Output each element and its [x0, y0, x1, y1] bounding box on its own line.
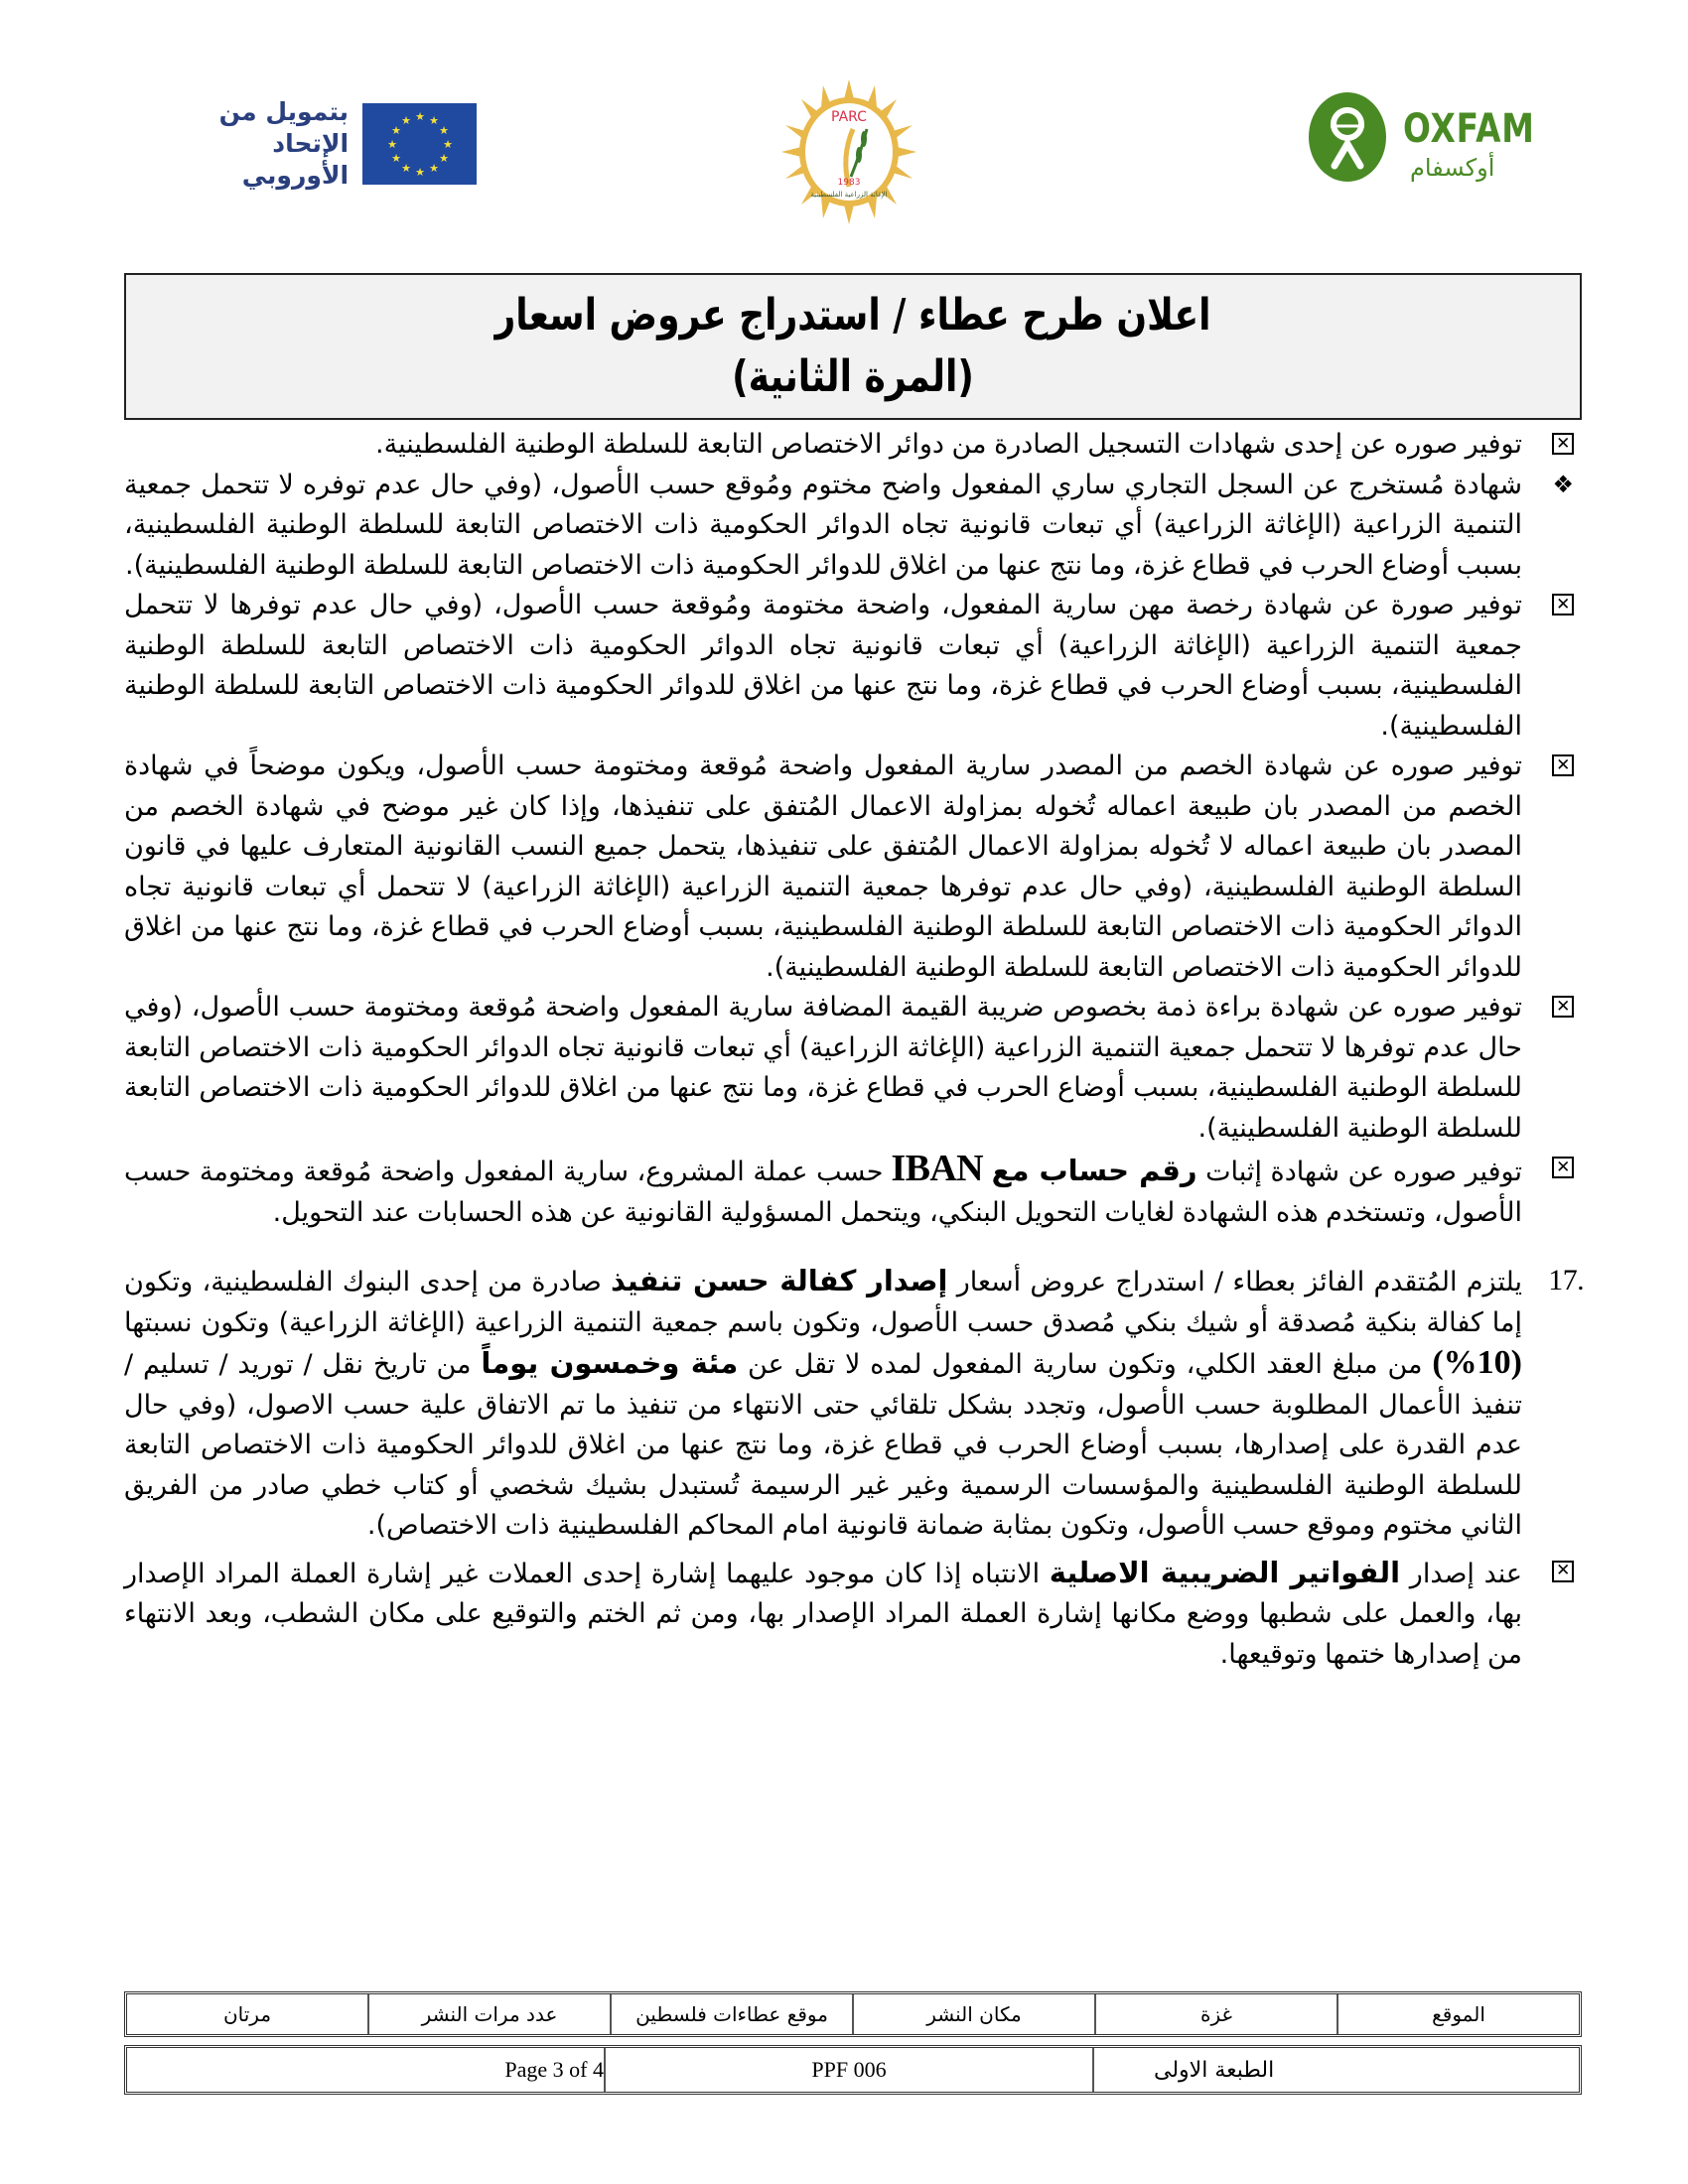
list-item [124, 988, 1582, 1149]
clause-text: يلتزم المُتقدم الفائز بعطاء / استدراج عروض أسعار [947, 1267, 1523, 1297]
parc-arabic-name: الإغاثة الزراعية الفلسطينية [810, 191, 888, 199]
list-item [124, 586, 1582, 747]
clause-bold-duration: مئة وخمسون يوماً [481, 1346, 739, 1380]
footer-cell-publish-place-value: موقع عطاءات فلسطين [610, 1994, 852, 2034]
oxfam-arabic-wordmark: أوكسفام [1410, 154, 1495, 182]
item-text: توفير صوره عن إحدى شهادات التسجيل الصادرة من دوائر الاختصاص التابعة للسلطة الوطنية الفلسطينية. [375, 429, 1522, 460]
checkbox-x-icon: ✕ [1550, 752, 1576, 778]
oxfam-logo [1309, 92, 1557, 188]
checkbox-x-icon: ✕ [1550, 592, 1576, 617]
clause-text: من تاريخ نقل / توريد / تسليم / تنفيذ الأعمال المطلوبة حسب الأصول، وتجدد بشكل تلقائي حتى الانتهاء من تنفيذ ما تم الاتفاق علية حسب الاصول، (وفي حال عدم القدرة على إصدارها، بسبب أوضاع الحرب في قطاع غزة، وما نتج عنها من اغلاق للدوائر الحكومية ذات الاختصاص التابعة للسلطة الوطنية الفلسطينية والمؤسسات الرسمية وغير غير الرسيمة تُستبدل بشيك شخصي أو كتاب خطي صادر من الفريق الثاني مختوم وموقع حسب الأصول، وتكون بمثابة ضمانة قانونية امام المحاكم الفلسطينية ذات الاختصاص). [124, 1349, 1522, 1541]
footer-cell-location-value: غزة [1094, 1994, 1336, 2034]
parc-year: 1983 [837, 178, 861, 188]
parc-acronym: PARC [831, 109, 867, 125]
page-subtitle: (المرة الثانية) [732, 351, 974, 402]
svg-text:★: ★ [401, 162, 412, 175]
eu-text-line1: بتمويل من [218, 97, 350, 126]
footer-cell-publish-count-label: عدد مرات النشر [367, 1994, 610, 2034]
svg-text:★: ★ [429, 162, 440, 175]
list-item [124, 466, 1582, 587]
page-title: اعلان طرح عطاء / استدراج عروض اسعار [494, 290, 1211, 341]
svg-text:★: ★ [387, 138, 398, 151]
item-text: توفير صوره عن شهادة الخصم من المصدر سارية المفعول واضحة مُوقعة ومختومة حسب الأصول، ويكون موضحاً في شهادة الخصم من المصدر بان طبيعة اعماله تُخوله بمزاولة الاعمال المُتفق على تنفيذها، وإذا كان غير موضح في شهادة الخصم من المصدر بان طبيعة اعماله لا تُخوله بمزاولة الاعمال المُتفق على تنفيذها، يتحمل جميع النسب القانونية المتعارف عليها في قانون السلطة الوطنية الفلسطينية، (وفي حال عدم توفرها جمعية التنمية الزراعية (الإغاثة الزراعية) لا تتحمل أي تبعات قانونية تجاه الدوائر الحكومية ذات الاختصاص التابعة للسلطة الوطنية الفلسطينية، بسبب أوضاع الحرب في قطاع غزة، وما نتج عنها من اغلاق للدوائر الحكومية ذات الاختصاص التابعة للسلطة الوطنية الفلسطينية). [124, 751, 1522, 983]
item-text-after: حسب عملة المشروع، سارية المفعول واضحة مُوقعة ومختومة حسب الأصول، وتستخدم هذه الشهادة لغايات التحويل البنكي، ويتحمل المسؤولية القانونية عن هذه الحسابات عند التحويل. [124, 1157, 1522, 1228]
eu-text-line2: الإتحاد الأوروبي [241, 129, 350, 190]
list-item [124, 1149, 1582, 1233]
eu-flag-icon [362, 103, 477, 185]
diamond-bullet-icon: ❖ [1552, 470, 1574, 498]
item-text: عند إصدار [1400, 1558, 1522, 1589]
item-text-bold: رقم حساب مع [991, 1154, 1197, 1187]
checkbox-x-icon: ✕ [1550, 994, 1576, 1020]
svg-text:★: ★ [439, 124, 450, 137]
publication-info-table [124, 1991, 1582, 2037]
announcement-title-box [124, 273, 1582, 420]
oxfam-wordmark: OXFAM [1403, 106, 1535, 152]
item-text: شهادة مُستخرج عن السجل التجاري ساري المفعول واضح مختوم ومُوقع حسب الأصول، (وفي حال عدم توفره لا تتحمل جمعية التنمية الزراعية (الإغاثة الزراعية) أي تبعات قانونية تجاه الدوائر الحكومية ذات الاختصاص التابعة للسلطة الوطنية الفلسطينية، بسبب أوضاع الحرب في قطاع غزة، وما نتج عنها من اغلاق للدوائر الحكومية ذات الاختصاص التابعة للسلطة الوطنية الفلسطينية). [124, 469, 1522, 581]
edition-label: الطبعة الاولى [1092, 2048, 1579, 2092]
document-code: PPF 006 [604, 2048, 1092, 2092]
document-footer-table [124, 2045, 1582, 2095]
requirements-list [124, 425, 1582, 1675]
list-item [124, 1553, 1582, 1676]
svg-text:★: ★ [391, 124, 402, 137]
item-text-before: توفير صوره عن شهادة إثبات [1196, 1157, 1522, 1187]
clause-bold-percentage: (10%) [1432, 1344, 1522, 1381]
item-text: توفير صورة عن شهادة رخصة مهن سارية المفعول، واضحة مختومة ومُوقعة حسب الأصول، (وفي حال عدم توفرها لا تتحمل جمعية التنمية الزراعية (الإغاثة الزراعية) أي تبعات قانونية تجاه الدوائر الحكومية ذات الاختصاص التابعة للسلطة الوطنية الفلسطينية، بسبب أوضاع الحرب في قطاع غزة، وما نتج عنها من اغلاق للدوائر الحكومية ذات الاختصاص التابعة للسلطة الوطنية الفلسطينية). [124, 590, 1522, 742]
checkbox-x-icon: ✕ [1550, 431, 1576, 457]
clause-text: صادرة من إحدى البنوك الفلسطينية، وتكون إما كفالة بنكية مُصدقة أو شيك بنكي مُصدق حسب الأصول، وتكون باسم جمعية التنمية الزراعية (الإغاثة الزراعية) وتكون نسبتها [124, 1267, 1522, 1338]
svg-text:★: ★ [443, 138, 454, 151]
footer-cell-location-label: الموقع [1336, 1994, 1579, 2034]
svg-text:★: ★ [401, 114, 412, 127]
item-text-bold: الفواتير الضريبية الاصلية [1049, 1555, 1401, 1589]
iban-label: IBAN [891, 1148, 984, 1189]
svg-text:★: ★ [391, 152, 402, 165]
page-number: Page 3 of 4 [504, 2057, 604, 2082]
footer-cell-publish-count-value: مرتان [222, 2002, 272, 2026]
item-text: الانتباه إذا كان موجود عليهما إشارة إحدى العملات غير إشارة العملة المراد الإصدار بها، والعمل على شطبها ووضع مكانها إشارة العملة المراد الإصدار بها، ومن ثم الختم والتوقيع على مكان الشطب، وبعد الانتهاء من إصدارها ختمها وتوقيعها. [124, 1558, 1522, 1670]
list-item [124, 747, 1582, 988]
footer-cell-publish-place-label: مكان النشر [852, 1994, 1094, 2034]
list-item [124, 425, 1582, 466]
clause-17 [124, 1261, 1582, 1547]
checkbox-x-icon: ✕ [1550, 1155, 1576, 1180]
eu-funding-text [159, 96, 349, 192]
oxfam-emblem-icon [1309, 92, 1386, 182]
eu-funding-logo [159, 99, 477, 189]
svg-text:★: ★ [415, 110, 426, 123]
clause-bold-performance-bond: إصدار كفالة حسن تنفيذ [611, 1264, 948, 1297]
clause-number: 17. [1548, 1264, 1584, 1297]
svg-text:★: ★ [415, 166, 426, 179]
item-text: توفير صوره عن شهادة براءة ذمة بخصوص ضريبة القيمة المضافة سارية المفعول واضحة مُوقعة ومختومة حسب الأصول، (وفي حال عدم توفرها لا تتحمل جمعية التنمية الزراعية (الإغاثة الزراعية) أي تبعات قانونية تجاه الدوائر الحكومية ذات الاختصاص التابعة للسلطة الوطنية الفلسطينية، بسبب أوضاع الحرب في قطاع غزة، وما نتج عنها من اغلاق للدوائر الحكومية ذات الاختصاص التابعة للسلطة الوطنية الفلسطينية). [124, 992, 1522, 1144]
checkbox-x-icon: ✕ [1550, 1559, 1576, 1584]
svg-text:★: ★ [429, 114, 440, 127]
parc-logo [779, 77, 918, 226]
svg-text:★: ★ [439, 152, 450, 165]
clause-text: من مبلغ العقد الكلي، وتكون سارية المفعول لمده لا تقل عن [738, 1349, 1433, 1380]
